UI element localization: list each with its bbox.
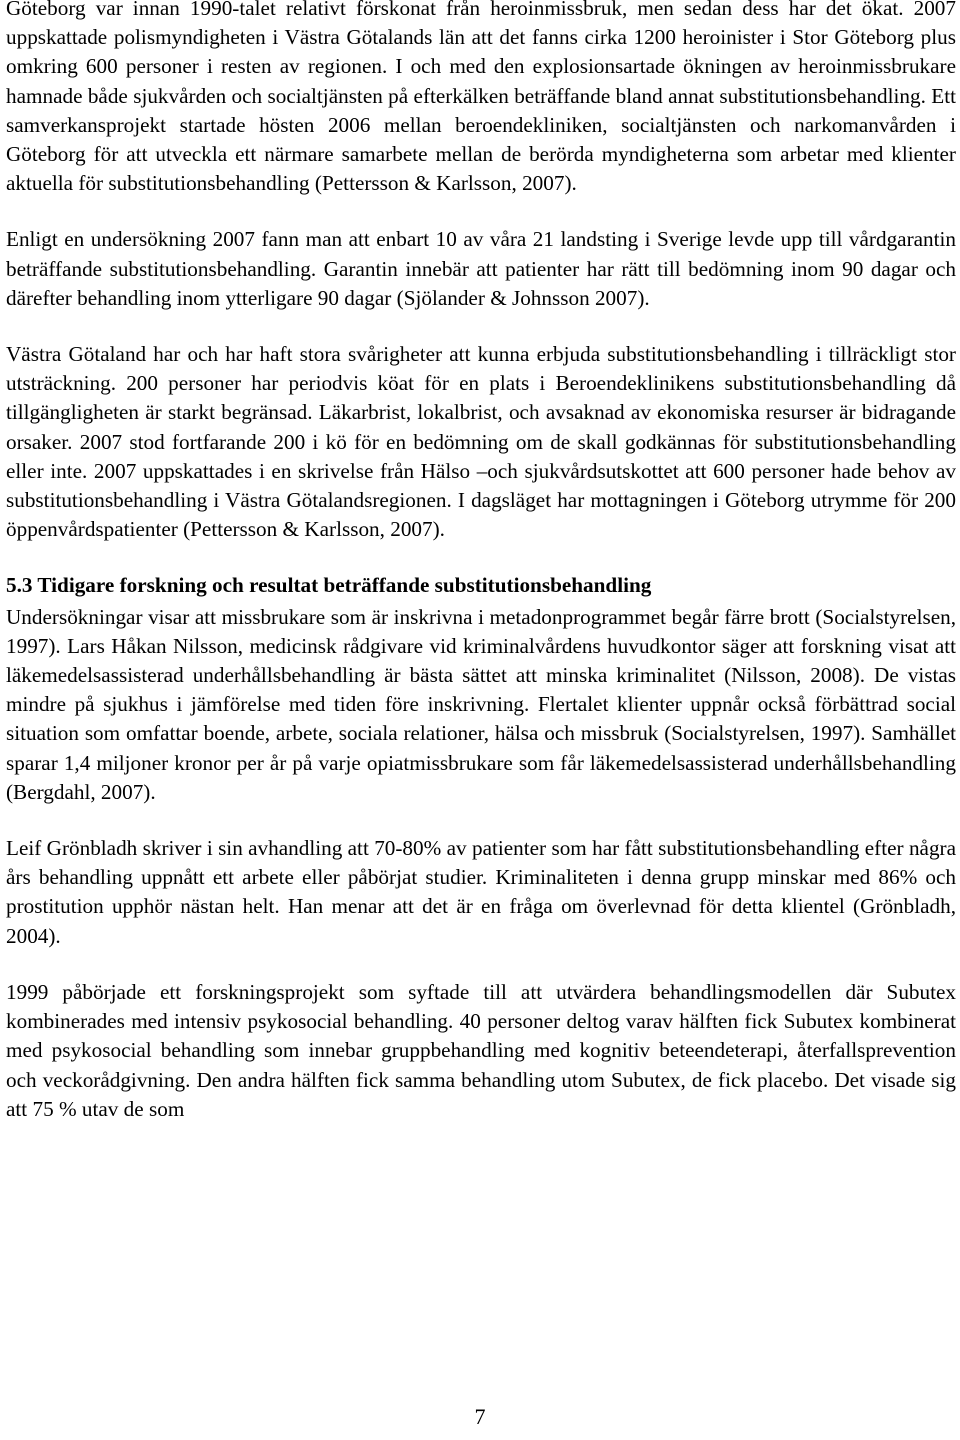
page-body bbox=[6, 0, 956, 1151]
paragraph-research-results: Undersökningar visar att missbrukare som är inskrivna i metadonprogrammet begår färre brott (Socialstyrelsen, 1997). Lars Håkan Nilsson, medicinsk rådgivare vid kriminalvårdens huvudkontor säger att forskning visat att läkemedelsassisterad underhållsbehandling är bästa sättet att minska kriminalitet (Nilsson, 2008). De vistas mindre på sjukhus i jämförelse med tiden före inskrivning. Flertalet klienter uppnår också förbättrad social situation som omfattar boende, arbete, sociala relationer, hälsa och missbruk (Socialstyrelsen, 1997). Samhället sparar 1,4 miljoner kronor per år på varje opiatmissbrukare som får läkemedelsassisterad underhållsbehandling (Bergdahl, 2007). bbox=[6, 604, 956, 804]
paragraph-gronbladh: Leif Grönbladh skriver i sin avhandling att 70-80% av patienter som har fått substitutionsbehandling efter några års behandling uppnått ett arbete eller påbörjat studier. Kriminaliteten i denna grupp minskar med 86% och prostitution upphör nästan helt. Han menar att det är en fråga om överlevnad för detta klientel (Grönbladh, 2004). bbox=[6, 836, 956, 948]
paragraph-vardgaranti: Enligt en undersökning 2007 fann man att enbart 10 av våra 21 landsting i Sverige levde upp till vårdgarantin beträffande substitutionsbehandling. Garantin innebär att patienter har rätt till bedömning inom 90 dagar och därefter behandling inom ytterligare 90 dagar (Sjölander & Johnsson 2007). bbox=[6, 227, 956, 310]
page-number: 7 bbox=[474, 1404, 486, 1429]
paragraph-heroin-goteborg: Göteborg var innan 1990-talet relativt förskonat från heroinmissbruk, men sedan dess har det ökat. 2007 uppskattade polismyndigheten i Västra Götalands län att det fanns cirka 1200 heroinister i Stor Göteborg plus omkring 600 personer i resten av regionen. I och med den explosionsartade ökningen av heroinmissbrukare hamnade både sjukvården och socialtjänsten på efterkälken beträffande bland annat substitutionsbehandling. Ett samverkansprojekt startade hösten 2006 mellan beroendekliniken, socialtjänsten och narkomanvården i Göteborg för att utveckla ett närmare samarbete mellan de berörda myndigheterna som arbetar med klienter aktuella för substitutionsbehandling (Pettersson & Karlsson, 2007). bbox=[6, 0, 956, 196]
paragraph-subutex-project: 1999 påbörjade ett forskningsprojekt som syftade till att utvärdera behandlingsmodellen där Subutex kombinerades med intensiv psykosocial behandling. 40 personer deltog varav hälften fick Subutex kombinerat med psykosocial behandling som innebar gruppbehandling med kognitiv beteendeterapi, återfallsprevention och veckorådgivning. Den andra hälften fick samma behandling utom Subutex, de fick placebo. Det visade sig att 75 % utav de som bbox=[6, 979, 956, 1121]
paragraph-vastra-gotaland: Västra Götaland har och har haft stora svårigheter att kunna erbjuda substitutionsbehandling i tillräckligt stor utsträckning. 200 personer har periodvis köat för en plats i Beroendeklinikens substitutionsbehandling då tillgängligheten är starkt begränsad. Läkarbrist, lokalbrist, och avsaknad av ekonomiska resurser är bidragande orsaker. 2007 stod fortfarande 200 i kö för en bedömning om de skall godkännas för substitutionsbehandling eller inte. 2007 uppskattades i en skrivelse från Hälso –och sjukvårdsutskottet att 600 personer hade behov av substitutionsbehandling i Västra Götalandsregionen. I dagsläget har mottagningen i Göteborg utrymme för 200 öppenvårdspatienter (Pettersson & Karlsson, 2007). bbox=[6, 342, 956, 542]
section-heading: 5.3 Tidigare forskning och resultat beträffande substitutionsbehandling bbox=[6, 573, 652, 598]
